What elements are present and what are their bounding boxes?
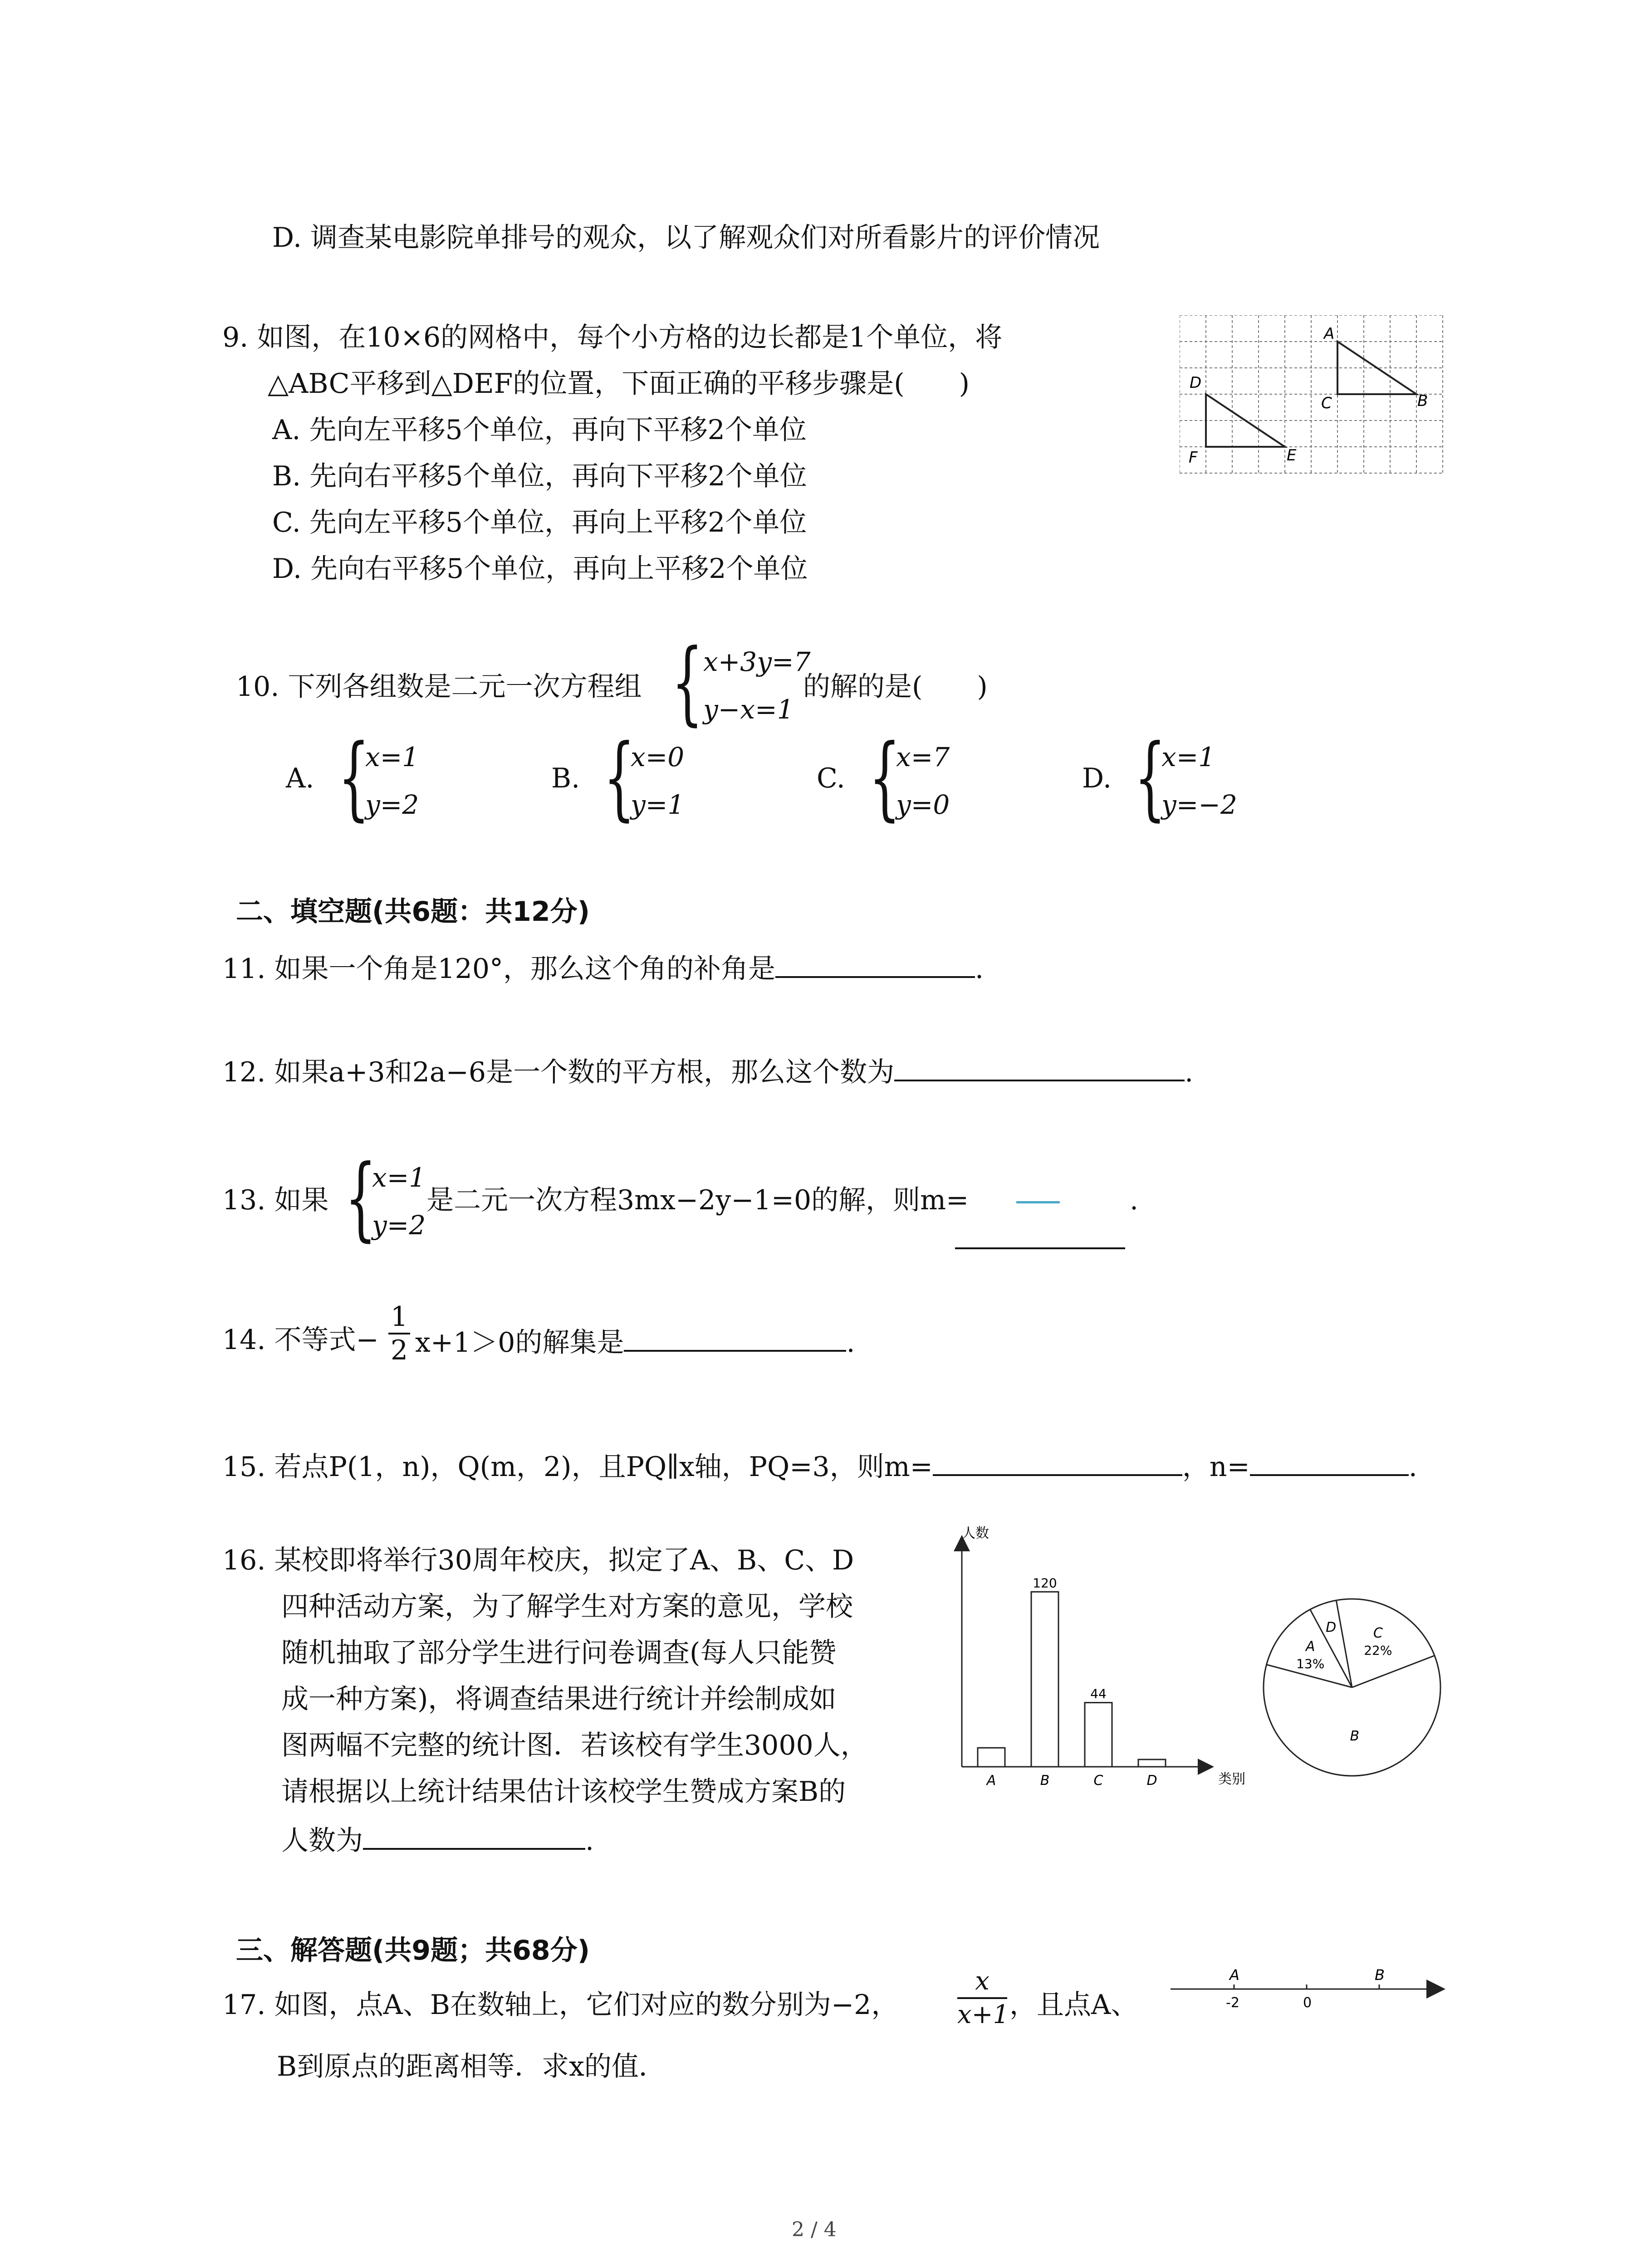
q10-option-a-l1: x=1 bbox=[365, 742, 419, 772]
pie-divider-B bbox=[1352, 1656, 1435, 1687]
q13-prefix: 13. 如果 bbox=[222, 1184, 329, 1216]
q10-option-a-l2: y=2 bbox=[365, 789, 419, 820]
q9-grid-figure bbox=[1180, 315, 1447, 479]
q15-m-blank[interactable] bbox=[933, 1448, 1182, 1476]
q10-option-b-l2: y=1 bbox=[631, 789, 685, 820]
bar-A bbox=[978, 1748, 1005, 1767]
q16-line1: 16. 某校即将举行30周年校庆，拟定了A、B、C、D bbox=[222, 1545, 854, 1576]
q17-fraction-den: x+1 bbox=[957, 2000, 1009, 2029]
minus-two-label: -2 bbox=[1226, 1995, 1239, 2011]
q8-option-d: D. 调查某电影院单排号的观众，以了解观众们对所看影片的评价情况 bbox=[272, 222, 1100, 254]
zero-label: 0 bbox=[1303, 1995, 1312, 2011]
q17-fraction bbox=[957, 1966, 1007, 2030]
pie-label-B: B bbox=[1350, 1728, 1360, 1745]
q10-eq2: y−x=1 bbox=[703, 694, 794, 725]
q11-answer-blank[interactable] bbox=[775, 950, 975, 978]
q15-n-blank[interactable] bbox=[1250, 1448, 1409, 1476]
q12 bbox=[222, 1053, 1193, 1089]
q14-end: . bbox=[846, 1327, 855, 1359]
q17-line2: B到原点的距离相等．求x的值． bbox=[277, 2051, 666, 2082]
q10-option-d-l2: y=−2 bbox=[1161, 789, 1237, 820]
q9-line2: △ABC平移到△DEF的位置，下面正确的平移步骤是( ) bbox=[268, 368, 970, 400]
q17-line1a: 17. 如图，点A、B在数轴上，它们对应的数分别为−2， bbox=[222, 1989, 899, 2021]
q10-option-d-brace: { bbox=[1134, 725, 1166, 831]
q17-fraction-num: x bbox=[975, 1966, 989, 1996]
triangle-def bbox=[1206, 394, 1285, 447]
q16-line7-text: 人数为 bbox=[281, 1825, 363, 1857]
section-2-heading: 二、填空题(共6题：共12分) bbox=[236, 896, 590, 928]
q17-line1b: ，且点A、 bbox=[1009, 1989, 1138, 2021]
bar-C bbox=[1085, 1703, 1112, 1767]
q13-l2: y=2 bbox=[372, 1210, 426, 1241]
q13-suffix: 是二元一次方程3mx−2y−1=0的解，则m= bbox=[426, 1184, 969, 1216]
bar-data-label-C: 44 bbox=[1090, 1686, 1107, 1701]
q10-option-c-brace: { bbox=[869, 725, 901, 831]
q13-brace: { bbox=[345, 1145, 377, 1251]
q16-pie-chart bbox=[1257, 1592, 1447, 1783]
q14-fraction-den: 2 bbox=[390, 1334, 408, 1366]
q10-prefix: 10. 下列各组数是二元一次方程组 bbox=[236, 671, 642, 703]
q16-line5: 图两幅不完整的统计图．若该校有学生3000人， bbox=[281, 1730, 868, 1761]
q12-text: 12. 如果a+3和2a−6是一个数的平方根，那么这个数为 bbox=[222, 1056, 895, 1088]
page-number: 2 / 4 bbox=[792, 2218, 837, 2241]
q10-option-c-l1: x=7 bbox=[896, 742, 950, 772]
q17-number-line bbox=[1171, 1962, 1452, 2025]
q10-option-d-l1: x=1 bbox=[1161, 742, 1215, 772]
q11-end: . bbox=[975, 953, 984, 985]
bar-D bbox=[1138, 1760, 1166, 1767]
q12-answer-blank[interactable] bbox=[894, 1053, 1185, 1081]
label-b: B bbox=[1417, 392, 1428, 410]
q10-eq1: x+3y=7 bbox=[703, 646, 811, 677]
q10-brace: { bbox=[671, 630, 703, 735]
q14-answer-blank[interactable] bbox=[624, 1324, 846, 1352]
q15-end: . bbox=[1408, 1451, 1417, 1483]
pie-label-D: D bbox=[1326, 1619, 1337, 1636]
q9-option-d: D. 先向右平移5个单位，再向上平移2个单位 bbox=[272, 553, 808, 585]
pie-percent-A: 13% bbox=[1296, 1656, 1325, 1672]
q16-line2: 四种活动方案，为了解学生对方案的意见，学校 bbox=[281, 1591, 853, 1623]
pie-marks bbox=[1264, 1599, 1440, 1776]
pie-divider-C bbox=[1336, 1600, 1352, 1687]
q10-option-b-brace: { bbox=[603, 725, 635, 831]
label-d: D bbox=[1190, 374, 1202, 392]
q10-option-c-letter: C. bbox=[817, 763, 845, 794]
section-3-heading: 三、解答题(共9题；共68分) bbox=[236, 1935, 590, 1966]
q15-mid: ，n= bbox=[1182, 1451, 1250, 1483]
q10-option-a-brace: { bbox=[338, 725, 370, 831]
q9-option-c: C. 先向左平移5个单位，再向上平移2个单位 bbox=[272, 507, 807, 538]
q10-option-a-letter: A. bbox=[286, 763, 314, 794]
label-c: C bbox=[1321, 394, 1332, 412]
q10-option-b-l1: x=0 bbox=[631, 742, 685, 772]
label-a: A bbox=[1324, 325, 1335, 343]
q11-text: 11. 如果一个角是120°，那么这个角的补角是 bbox=[222, 953, 776, 985]
q12-end: . bbox=[1185, 1056, 1194, 1088]
q16-line3: 随机抽取了部分学生进行问卷调查(每人只能赞 bbox=[281, 1637, 837, 1669]
q13-end: . bbox=[1130, 1184, 1139, 1216]
bar-tick-A: A bbox=[986, 1773, 996, 1789]
bar-tick-C: C bbox=[1093, 1773, 1103, 1789]
bar-tick-B: B bbox=[1040, 1773, 1050, 1789]
bar-ylabel: 人数 bbox=[962, 1525, 989, 1541]
q14-fraction bbox=[390, 1302, 408, 1365]
q16-line7 bbox=[281, 1822, 594, 1857]
point-b-label: B bbox=[1375, 1966, 1385, 1984]
label-f: F bbox=[1189, 449, 1198, 467]
q13-answer-blank[interactable] bbox=[955, 1247, 1125, 1249]
bar-B bbox=[1031, 1592, 1058, 1767]
bar-tick-D: D bbox=[1146, 1773, 1157, 1789]
point-a-label: A bbox=[1230, 1966, 1239, 1984]
q10-option-c-l2: y=0 bbox=[896, 789, 950, 820]
q10-suffix: 的解的是( ) bbox=[803, 671, 988, 703]
q10-option-d-letter: D. bbox=[1082, 763, 1112, 794]
q13-l1: x=1 bbox=[372, 1162, 426, 1193]
q13-cyan-mark bbox=[1016, 1201, 1060, 1203]
q15-text: 15. 若点P(1，n)，Q(m，2)，且PQ∥x轴，PQ=3，则m= bbox=[222, 1451, 933, 1483]
pie-label-A: A bbox=[1305, 1638, 1315, 1655]
q11 bbox=[222, 950, 984, 985]
pie-label-C: C bbox=[1373, 1625, 1383, 1642]
bar-marks bbox=[978, 1575, 1166, 1789]
q9-option-a: A. 先向左平移5个单位，再向下平移2个单位 bbox=[272, 414, 807, 446]
q9-line1: 9. 如图，在10×6的网格中，每个小方格的边长都是1个单位，将 bbox=[222, 322, 1003, 353]
q14-fraction-num: 1 bbox=[390, 1301, 408, 1333]
q16-end: . bbox=[585, 1825, 594, 1857]
bar-xlabel: 类别 bbox=[1218, 1771, 1245, 1787]
q16-line6: 请根据以上统计结果估计该校学生赞成方案B的 bbox=[281, 1776, 846, 1808]
q15 bbox=[222, 1448, 1417, 1483]
q10-option-b-letter: B. bbox=[551, 763, 580, 794]
label-e: E bbox=[1287, 446, 1297, 464]
q16-line4: 成一种方案)，将调查结果进行统计并绘制成如 bbox=[281, 1683, 837, 1715]
pie-percent-C: 22% bbox=[1364, 1643, 1392, 1658]
q16-answer-blank[interactable] bbox=[363, 1822, 585, 1850]
q14-rest bbox=[415, 1324, 855, 1359]
q16-bar-chart bbox=[935, 1524, 1261, 1805]
q14-prefix: 14. 不等式− bbox=[222, 1324, 379, 1356]
q9-option-b: B. 先向右平移5个单位，再向下平移2个单位 bbox=[272, 460, 807, 492]
bar-data-label-B: 120 bbox=[1033, 1575, 1057, 1591]
q14-suffix: x+1＞0的解集是 bbox=[415, 1327, 624, 1359]
